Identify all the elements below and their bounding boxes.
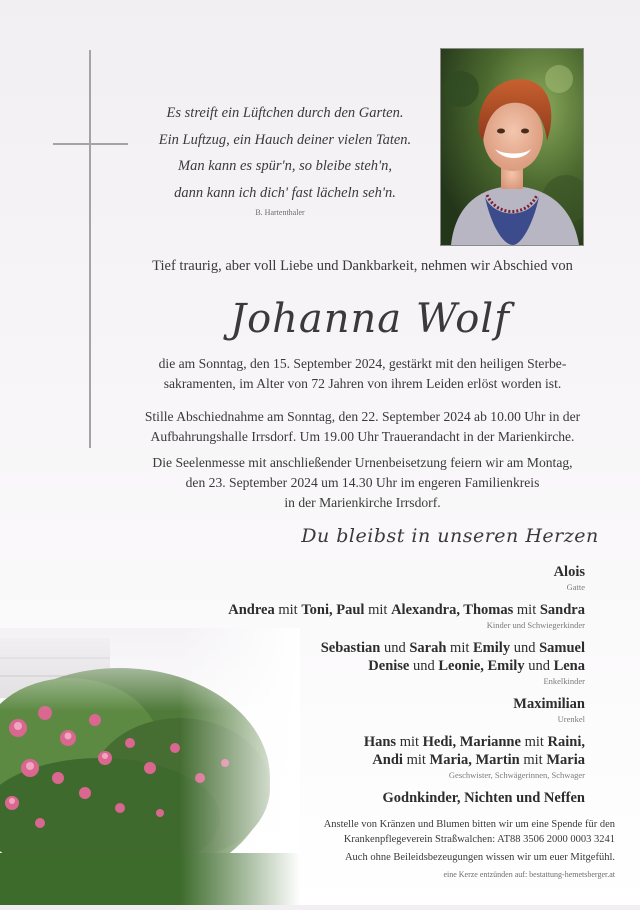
heart-line-text: Du bleibst in unseren Herzen <box>301 525 599 547</box>
deceased-name-script <box>130 288 610 348</box>
family-relation: Kinder und Schwiegerkinder <box>486 620 585 630</box>
poem-line-2: Ein Luftzug, ein Hauch deiner vielen Taten. <box>158 131 412 148</box>
poem-line-4: dann kann ich dich' fast lächeln seh'n. <box>174 184 396 201</box>
candle-link[interactable]: eine Kerze entzünden auf: bestattung-hemetsberger.at <box>443 870 615 879</box>
sympathy-note: Auch ohne Beileidsbezeugungen wissen wir um euer Mitgefühl. <box>344 852 615 863</box>
family-connector: mit <box>524 734 544 750</box>
family-group-spouse <box>165 563 585 593</box>
family-name: Andrea <box>228 602 275 618</box>
intro-text: Tief traurig, aber voll Liebe und Dankbarkeit, nehmen wir Abschied von <box>152 258 573 274</box>
family-connector: und <box>528 658 550 674</box>
deceased-name-text: Johanna Wolf <box>230 296 510 342</box>
poem-line-3: Man kann es spür'n, so bleibe steh'n, <box>177 158 392 174</box>
family-name: Maximilian <box>513 696 585 712</box>
family-name: Toni, Paul <box>301 602 365 618</box>
portrait-illustration <box>441 49 583 245</box>
family-connector: und <box>413 658 435 674</box>
family-group-children <box>165 601 585 631</box>
mass-line-1: Die Seelenmesse mit anschließender Urnenbeisetzung feiern wir am Montag, <box>152 455 573 470</box>
donation-line-2: Krankenpflegeverein Straßwalchen: AT88 3506 2000 0003 3241 <box>343 833 615 845</box>
family-name: Maria, Martin <box>429 752 520 768</box>
family-name: Raini, <box>547 734 585 750</box>
family-connector: mit <box>278 602 298 618</box>
poem-line-1: Es streift ein Lüftchen durch den Garten. <box>166 105 404 121</box>
death-notice-line-1: die am Sonntag, den 15. September 2024, gestärkt mit den heiligen Sterbe- <box>158 356 567 371</box>
family-connector: mit <box>406 752 426 768</box>
family-relation: Gatte <box>566 582 585 592</box>
death-notice <box>110 354 615 394</box>
family-relation: Urenkel <box>557 714 585 724</box>
family-name: Lena <box>553 658 585 674</box>
family-connector: und <box>383 640 406 656</box>
mass-notice <box>110 453 615 513</box>
family-name: Maria <box>546 752 585 768</box>
cross-vertical-beam <box>89 50 91 448</box>
farewell-notice <box>110 407 615 447</box>
family-connector: mit <box>399 734 420 750</box>
portrait-photo <box>440 48 584 246</box>
family-relation: Geschwister, Schwägerinnen, Schwager <box>448 770 585 780</box>
family-connector: mit <box>516 602 537 618</box>
deceased-name <box>130 288 610 353</box>
donation-request <box>215 818 615 847</box>
family-name: Emily <box>473 640 511 656</box>
heart-line-script <box>300 518 600 552</box>
family-name: Godnkinder, Nichten und Neffen <box>382 790 585 806</box>
mass-line-2: den 23. September 2024 um 14.30 Uhr im engeren Familienkreis <box>185 475 540 490</box>
family-name: Denise <box>368 658 410 674</box>
family-name: Sebastian <box>320 640 381 656</box>
death-notice-line-2: sakramenten, im Alter von 72 Jahren von ihrem Leiden erlöst worden ist. <box>163 376 562 391</box>
family-name: Andi <box>372 752 403 768</box>
family-name: Alexandra, Thomas <box>391 602 514 618</box>
family-connector: mit <box>523 752 543 768</box>
family-name: Sandra <box>539 602 585 618</box>
poem <box>150 100 420 206</box>
family-name: Hedi, Marianne <box>422 734 521 750</box>
family-name: Hans <box>363 734 397 750</box>
donation-line-1: Anstelle von Kränzen und Blumen bitten wir um eine Spende für den <box>323 819 615 830</box>
family-connector: mit <box>368 602 388 618</box>
rose-garden-image <box>0 628 300 905</box>
farewell-line-2: Aufbahrungshalle Irrsdorf. Um 19.00 Uhr Trauerandacht in der Marienkirche. <box>150 429 575 444</box>
mass-line-3: in der Marienkirche Irrsdorf. <box>284 495 441 510</box>
family-name: Samuel <box>539 640 585 656</box>
family-name: Sarah <box>409 640 447 656</box>
heart-line <box>300 518 600 557</box>
poem-author: B. Hartenthaler <box>255 208 305 217</box>
family-relation: Enkelkinder <box>543 676 585 686</box>
farewell-line-1: Stille Abschiednahme am Sonntag, den 22. September 2024 ab 10.00 Uhr in der <box>144 409 581 424</box>
family-connector: mit <box>450 640 470 656</box>
family-name: Leonie, Emily <box>438 658 525 674</box>
cross-horizontal-beam <box>53 143 128 145</box>
family-name: Alois <box>553 564 585 580</box>
rose-bush-illustration <box>0 628 300 905</box>
family-connector: und <box>513 640 536 656</box>
